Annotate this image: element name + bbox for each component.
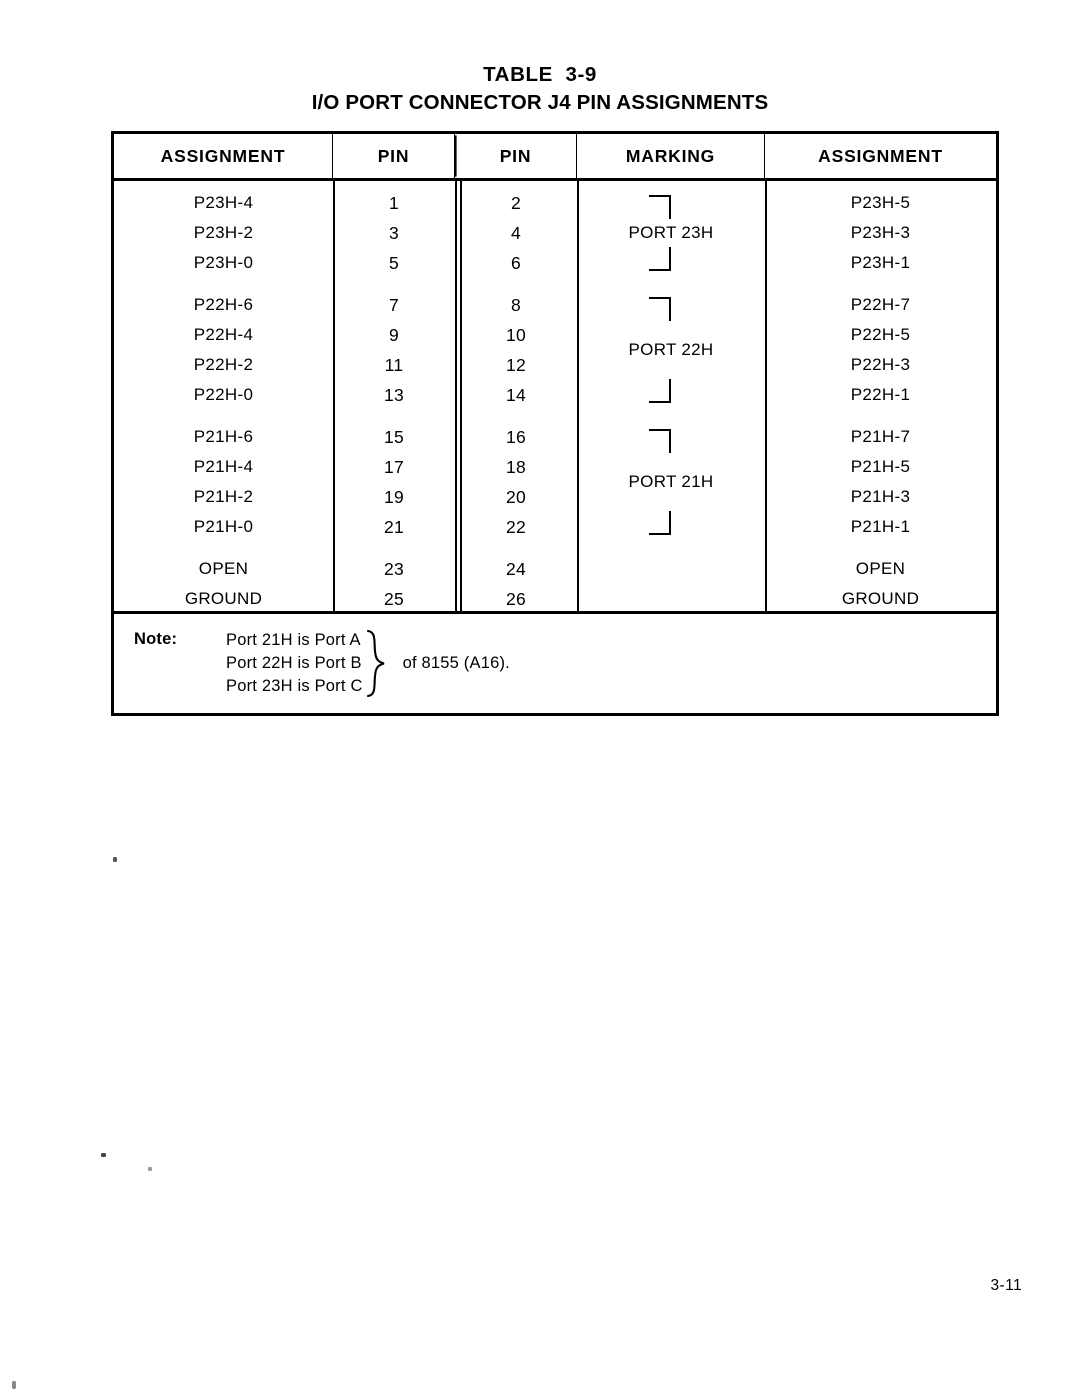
cell-pin-left: 17 [383, 456, 405, 477]
cell-assignment-right: GROUND [841, 589, 920, 608]
scan-artifact [113, 857, 117, 862]
note-line-list [226, 629, 363, 698]
cell-marking-spacer [577, 422, 765, 452]
cell-pin-left: 3 [388, 222, 400, 243]
table-row [114, 452, 996, 482]
cell-pin-left: 15 [383, 426, 405, 447]
cell-pin-left: 9 [388, 324, 400, 345]
marking-label: PORT 23H [628, 223, 714, 242]
cell-marking-spacer [577, 218, 765, 248]
cell-pin-left: 11 [384, 354, 404, 375]
cell-assignment-right: P22H-5 [850, 325, 911, 344]
column-header-pin-right: PIN [455, 134, 577, 178]
table-row-groups [114, 181, 996, 624]
table-row-group [114, 188, 996, 278]
table-row [114, 482, 996, 512]
cell-assignment-right: P23H-3 [850, 223, 911, 242]
cell-pin-right: 18 [505, 456, 527, 477]
scan-artifact [12, 1381, 16, 1389]
table-row [114, 584, 996, 614]
cell-assignment-left: P23H-4 [193, 193, 254, 212]
cell-pin-left: 13 [383, 384, 405, 405]
cell-pin-right: 26 [505, 588, 527, 609]
cell-pin-right: 12 [505, 354, 527, 375]
cell-marking-spacer [577, 584, 765, 614]
cell-assignment-left: P21H-0 [193, 517, 254, 536]
cell-pin-right: 2 [510, 192, 522, 213]
table-row-group [114, 290, 996, 410]
cell-marking-spacer [577, 452, 765, 482]
cell-pin-right: 24 [505, 558, 527, 579]
cell-assignment-right: OPEN [855, 559, 906, 578]
table-header-row [114, 134, 996, 181]
table-row [114, 290, 996, 320]
cell-pin-left: 25 [383, 588, 405, 609]
cell-assignment-right: P22H-1 [850, 385, 911, 404]
table-row [114, 218, 996, 248]
cell-assignment-right: P22H-3 [850, 355, 911, 374]
cell-assignment-left: P21H-6 [193, 427, 254, 446]
cell-pin-right: 20 [505, 486, 527, 507]
cell-marking-spacer [577, 380, 765, 410]
cell-assignment-right: P21H-3 [850, 487, 911, 506]
scan-artifact [148, 1167, 152, 1171]
cell-pin-left: 21 [383, 516, 405, 537]
table-row [114, 188, 996, 218]
cell-assignment-right: P21H-7 [850, 427, 911, 446]
cell-marking-spacer [577, 290, 765, 320]
cell-assignment-left: GROUND [184, 589, 263, 608]
cell-assignment-left: P21H-4 [193, 457, 254, 476]
note-content [114, 614, 996, 698]
cell-marking-spacer [577, 350, 765, 380]
cell-assignment-left: P22H-2 [193, 355, 254, 374]
cell-pin-right: 10 [505, 324, 527, 345]
table-row [114, 512, 996, 542]
cell-marking-spacer [577, 188, 765, 218]
table-body [114, 181, 996, 624]
pin-assignment-table [111, 131, 999, 627]
column-header-assignment-left: ASSIGNMENT [114, 134, 333, 178]
cell-assignment-left: P23H-2 [193, 223, 254, 242]
cell-pin-right: 22 [505, 516, 527, 537]
cell-marking-spacer [577, 248, 765, 278]
table-row [114, 320, 996, 350]
marking-label: PORT 21H [628, 472, 714, 491]
cell-pin-right: 4 [510, 222, 522, 243]
table-row [114, 350, 996, 380]
table-title-block [0, 62, 1080, 118]
cell-assignment-left: P22H-6 [193, 295, 254, 314]
cell-assignment-left: P23H-0 [193, 253, 254, 272]
table-row [114, 422, 996, 452]
cell-marking-spacer [577, 320, 765, 350]
cell-pin-left: 1 [388, 192, 400, 213]
cell-assignment-right: P21H-1 [850, 517, 911, 536]
cell-pin-right: 14 [505, 384, 527, 405]
cell-marking-spacer [577, 554, 765, 584]
cell-pin-left: 5 [388, 252, 400, 273]
note-line: Port 21H is Port A [226, 631, 361, 649]
scan-artifact [101, 1153, 106, 1157]
note-box [111, 611, 999, 716]
cell-assignment-right: P23H-5 [850, 193, 911, 212]
page-title: I/O PORT CONNECTOR J4 PIN ASSIGNMENTS [311, 91, 769, 114]
cell-pin-left: 23 [383, 558, 405, 579]
table-row [114, 554, 996, 584]
page-number: 3-11 [990, 1277, 1022, 1294]
cell-marking-spacer [577, 482, 765, 512]
cell-pin-right: 6 [510, 252, 522, 273]
note-label: Note: [134, 630, 178, 648]
table-row-group [114, 554, 996, 614]
column-header-marking: MARKING [577, 134, 765, 178]
marking-label: PORT 22H [628, 340, 714, 359]
cell-assignment-right: P22H-7 [850, 295, 911, 314]
table-grid [114, 134, 996, 624]
cell-marking-spacer [577, 512, 765, 542]
note-line: Port 22H is Port B [226, 654, 362, 672]
cell-assignment-right: P23H-1 [850, 253, 911, 272]
cell-assignment-left: P21H-2 [193, 487, 254, 506]
table-row [114, 248, 996, 278]
column-header-pin-left: PIN [333, 134, 455, 178]
cell-assignment-left: OPEN [198, 559, 249, 578]
cell-pin-right: 16 [505, 426, 527, 447]
note-line: Port 23H is Port C [226, 677, 363, 695]
note-suffix: of 8155 (A16). [402, 654, 510, 672]
table-row [114, 380, 996, 410]
cell-pin-left: 7 [388, 294, 400, 315]
cell-assignment-left: P22H-0 [193, 385, 254, 404]
cell-assignment-left: P22H-4 [193, 325, 254, 344]
table-row-group [114, 422, 996, 542]
curly-brace-icon [363, 629, 389, 698]
cell-assignment-right: P21H-5 [850, 457, 911, 476]
table-label: TABLE 3-9 [483, 63, 597, 86]
column-header-assignment-right: ASSIGNMENT [818, 145, 943, 166]
cell-pin-right: 8 [510, 294, 522, 315]
cell-pin-left: 19 [383, 486, 405, 507]
